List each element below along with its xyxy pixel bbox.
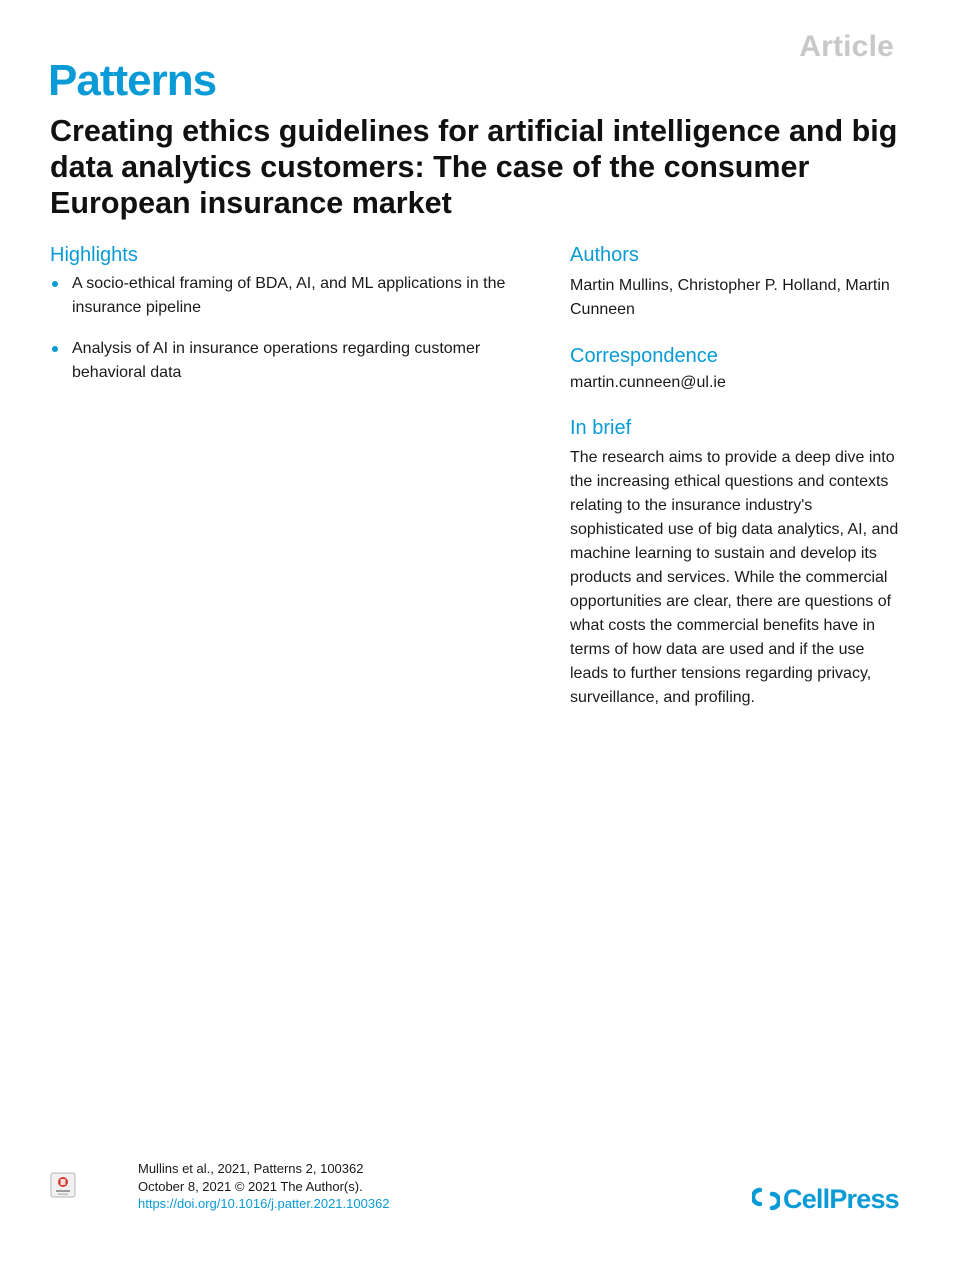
bullet-icon bbox=[52, 281, 58, 287]
publisher-name: CellPress bbox=[783, 1183, 899, 1214]
article-title: Creating ethics guidelines for artificial intelligence and big data analytics customers: The case of the consumer European insurance market bbox=[50, 114, 898, 220]
bullet-icon bbox=[52, 346, 58, 352]
in-brief-text: The research aims to provide a deep dive into the increasing ethical questions and contexts relating to the insurance industry's sophisticated use of big data analytics, AI, and machine learning to sustain and develop its products and services. While the commercial opportunities are clear, there are questions of what costs the commercial benefits have in terms of how data are used and if the use leads to further tensions regarding privacy, surveillance, and profiling. bbox=[570, 449, 899, 706]
date-copyright-line: October 8, 2021 © 2021 The Author(s). bbox=[138, 1178, 363, 1194]
citation-line: Mullins et al., 2021, Patterns 2, 100362 bbox=[138, 1161, 364, 1176]
highlights-heading: Highlights bbox=[50, 244, 138, 266]
correspondence-heading: Correspondence bbox=[570, 345, 718, 367]
cellpress-icon bbox=[752, 1184, 780, 1214]
footer-citation bbox=[138, 1160, 390, 1213]
highlight-text: A socio-ethical framing of BDA, AI, and ML applications in the insurance pipeline bbox=[72, 275, 506, 316]
journal-name: Patterns bbox=[48, 56, 217, 105]
in-brief-heading: In brief bbox=[570, 417, 632, 439]
article-type-label: Article bbox=[799, 30, 894, 63]
correspondence-email[interactable]: martin.cunneen@ul.ie bbox=[570, 374, 726, 391]
highlight-item bbox=[50, 272, 556, 320]
cellpress-logo[interactable] bbox=[752, 1182, 899, 1216]
doi-link[interactable]: https://doi.org/10.1016/j.patter.2021.100362 bbox=[138, 1196, 390, 1211]
highlight-text: Analysis of AI in insurance operations regarding customer behavioral data bbox=[72, 340, 481, 381]
highlights-list bbox=[50, 272, 556, 402]
authors-list: Martin Mullins, Christopher P. Holland, Martin Cunneen bbox=[570, 277, 890, 318]
authors-heading: Authors bbox=[570, 244, 639, 266]
highlight-item bbox=[50, 337, 556, 385]
check-for-updates-icon[interactable] bbox=[50, 1172, 76, 1198]
